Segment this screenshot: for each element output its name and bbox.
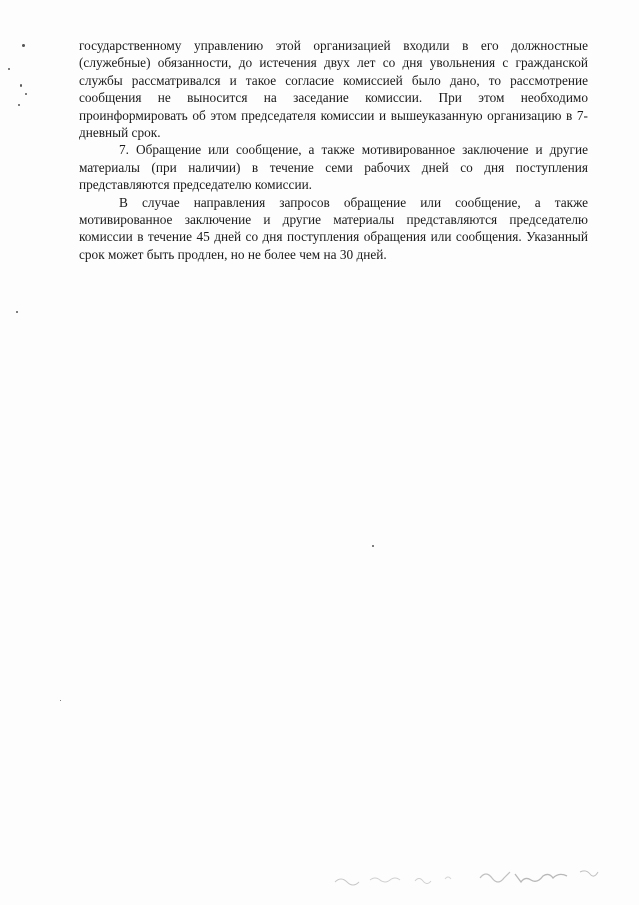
paragraph-requests: В случае направления запросов обращение или сообщение, а также мотивированное заключение и другие материалы представляются председателю комиссии в течение 45 дней со дня поступления обращения или сообщения. Указанный срок может быть продлен, но не более чем на 30 дней. [79,194,588,262]
scan-speck [372,545,374,547]
paragraph-continuation: государственному управлению этой организацией входили в его должностные (служебные) обязанности, до истечения двух лет со дня увольнения с гражданской службы рассматривался и такое согласие комиссией было дано, то рассмотрение сообщения не выносится на заседание комиссии. При этом необходимо проинформировать об этом председателя комиссии и вышеуказанную организацию в 7-дневный срок. [79,38,588,141]
scan-speck [25,93,27,95]
document-body [79,37,588,263]
scan-speck [16,311,18,313]
scan-bleed-marks [330,860,610,890]
scan-speck [8,68,10,70]
scan-speck [18,104,20,106]
scan-speck [60,700,61,701]
paragraph-item-7: 7. Обращение или сообщение, а также мотивированное заключение и другие материалы (при наличии) в течение семи рабочих дней со дня поступления представляются председателю комиссии. [79,142,588,193]
scan-speck [20,84,22,87]
scan-speck [22,44,25,47]
